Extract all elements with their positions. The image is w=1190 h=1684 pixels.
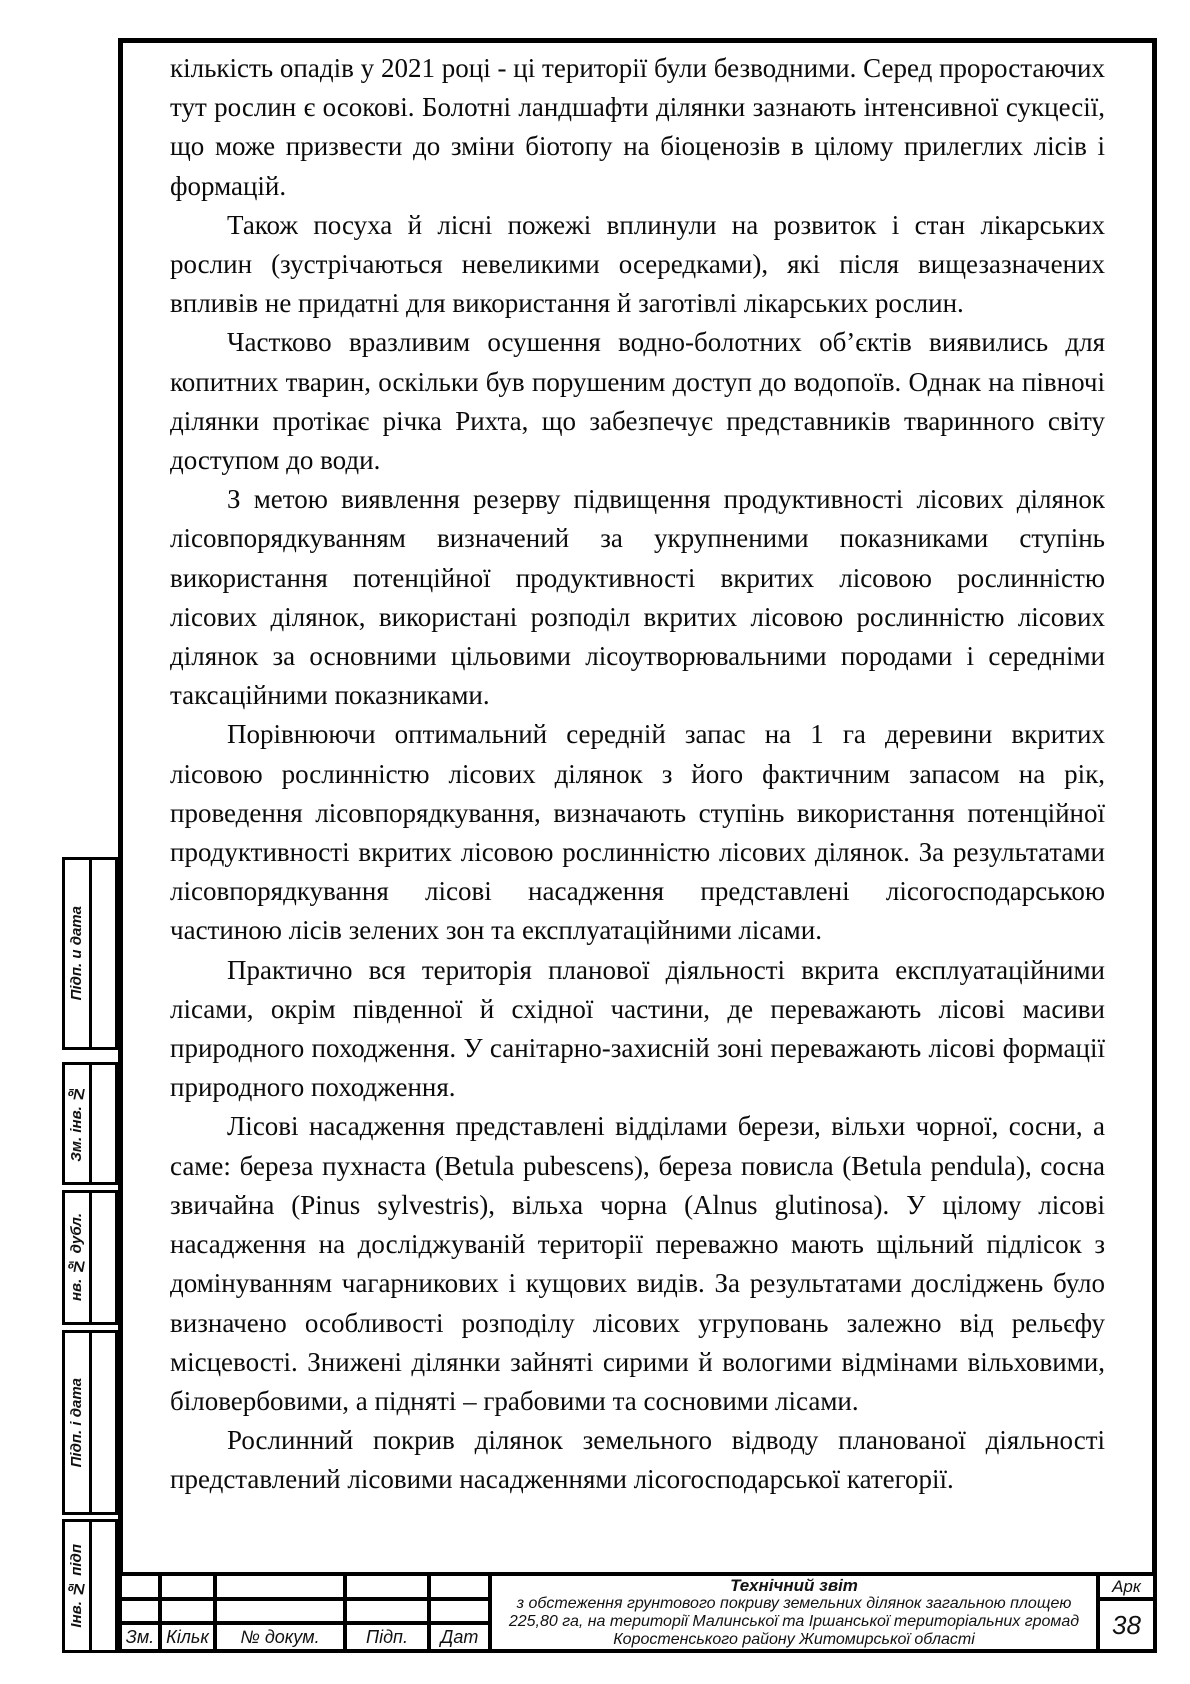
sidebar-block-inv-no-pidp [62,1519,118,1653]
title-block-column-label: Дат [431,1625,488,1649]
sidebar-label: Підп. і дата [68,1377,86,1468]
title-block-column-label: Підп. [347,1625,427,1649]
sidebar-label: Підп. и дата [68,906,86,1001]
sidebar-label: Зм. інв. № [68,1085,86,1162]
sidebar-block-pidp-i-data [62,1330,118,1515]
title-block [118,1572,1157,1653]
title-block-empty-cell [217,1576,343,1597]
title-block-empty-cell [431,1576,488,1597]
paragraph: Рослинний покрив ділянок земельного відводу планованої діяльності представлений лісовими насадженнями лісогосподарської категорії. [170,1425,1105,1495]
title-block-empty-cell [347,1576,427,1597]
title-block-empty-cell [122,1576,158,1597]
title-block-document-title [492,1576,1096,1649]
sidebar-block-pidp-y-data [62,857,118,1050]
sidebar-block-zm-inv-no [62,1062,118,1185]
document-title-line: Коростенського району Житомирської області [613,1630,975,1648]
paragraph: Також посуха й лісні пожежі вплинули на розвиток і стан лікарських рослин (зустрічаються невеликими осередками), які після вищезазначених впливів не придатні для використання й заготівлі лікарських рослин. [170,209,1105,319]
title-block-empty-cell [162,1576,213,1597]
sheet-label: Арк [1100,1576,1153,1597]
paragraph: Порівнюючи оптимальний середній запас на 1 га деревини вкритих лісовою рослинністю лісових ділянок з його фактичним запасом на рік, проведення лісовпорядкування, визначають ступінь використання потенційної продуктивності вкритих лісовою рослинністю лісових ділянок. За результатами лісовпорядкування лісові насадження представлені лісогосподарською частиною лісів зелених зон та експлуатаційними лісами. [170,719,1105,946]
paragraph: Практично вся територія планової діяльності вкрита експлуатаційними лісами, окрім південної й східної частини, де переважають лісові масиви природного походження. У санітарно-захисній зоні переважають лісові формації природного походження. [170,954,1105,1103]
title-block-column-label: № докум. [217,1625,343,1649]
paragraph: Частково вразливим осушення водно-болотних об’єктів виявились для копитних тварин, оскільки був порушеним доступ до водопоїв. Однак на півночі ділянки протікає річка Рихта, що забезпечує представників тваринного світу доступом до води. [170,327,1105,476]
paragraph: Лісові насадження представлені відділами берези, вільхи чорної, сосни, а саме: береза пухнаста (Betula pubescens), береза повисла (Betula pendula), сосна звичайна (Pinus sylvestris), вільха чорна (Alnus glutinosa). У цілому лісові насадження на досліджуваній території переважно мають щільний підлісок з домінуванням чагарникових і кущових видів. За результатами досліджень було визначено особливості розподілу лісових угруповань залежно від рельєфу місцевості. Знижені ділянки зайняті сирими й вологими відмінами вільховими, біловербовими, а підняті – грабовими та сосновими лісами. [170,1111,1105,1416]
sidebar-empty-cell [92,1522,116,1650]
document-title-line: з обстеження грунтового покриву земельних ділянок загальною площею [516,1594,1072,1612]
title-block-empty-cell [431,1601,488,1621]
document-title-line: Технічний звіт [730,1576,858,1595]
sidebar-empty-cell [92,860,116,1047]
title-block-empty-cell [217,1601,343,1621]
paragraph: З метою виявлення резерву підвищення продуктивності лісових ділянок лісовпорядкуванням визначений за укрупненими показниками ступінь використання потенційної продуктивності вкритих лісовою рослинністю лісових ділянок, використані розподіл вкритих лісовою рослинністю лісових ділянок за основними цільовими лісоутворювальними породами і середніми таксаційними показниками. [170,484,1105,711]
sidebar-block-inv-no-dubl [62,1190,118,1325]
title-block-column-label: Кільк [162,1625,213,1649]
sidebar-label: нв. № дубл. [68,1213,86,1302]
sheet-number: 38 [1100,1601,1153,1649]
title-block-empty-cell [122,1601,158,1621]
body-text [170,49,1105,1500]
sidebar-label: Інв. № підп [68,1544,86,1628]
document-title-line: 225,80 га, на території Малинської та Іршанської територіальних громад [508,1612,1080,1630]
title-block-column-label: Зм. [122,1625,158,1649]
sidebar-empty-cell [92,1333,116,1512]
title-block-empty-cell [162,1601,213,1621]
paragraph: кількість опадів у 2021 році - ці території були безводними. Серед проростаючих тут рослин є осокові. Болотні ландшафти ділянки зазнають інтенсивної сукцесії, що може призвести до зміни біотопу на біоценозів в цілому прилеглих лісів і формацій. [170,53,1105,201]
sidebar-empty-cell [92,1193,116,1322]
title-block-empty-cell [347,1601,427,1621]
sidebar-empty-cell [92,1065,116,1182]
